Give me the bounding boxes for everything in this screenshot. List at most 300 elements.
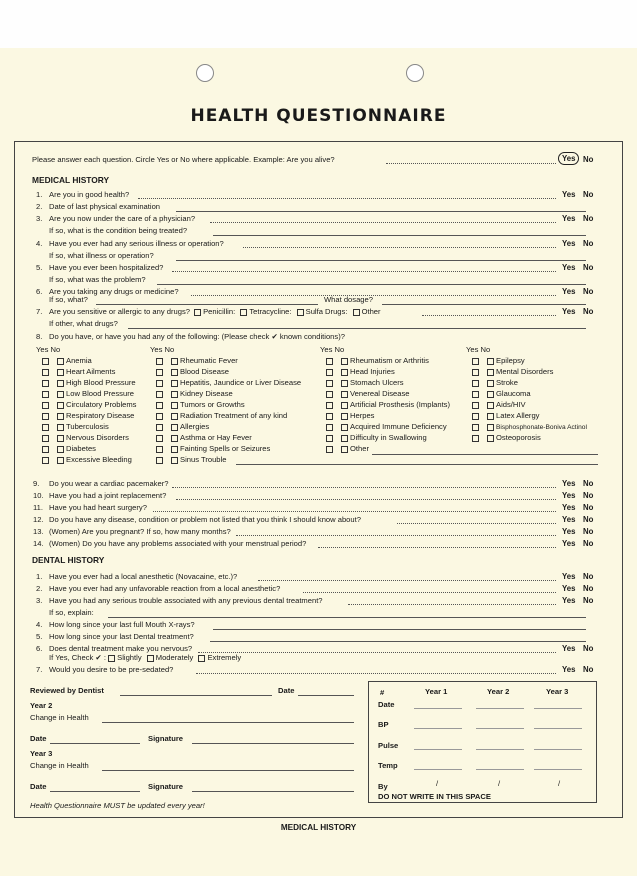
condition-label: Tuberculosis (66, 422, 109, 431)
condition-item (326, 411, 374, 420)
condition-yes-checkbox[interactable] (326, 424, 333, 431)
other-condition-line-2[interactable] (236, 464, 598, 465)
conditions-col-header (320, 345, 344, 354)
vitals-temp: Temp (378, 761, 398, 770)
col-yes-label: Yes (466, 345, 479, 354)
medical-later-yes[interactable]: Yes (562, 503, 576, 512)
extremely-checkbox[interactable] (198, 655, 205, 662)
condition-label: Allergies (180, 422, 210, 431)
condition-label: Radiation Treatment of any kind (180, 411, 288, 420)
medical-q-yes[interactable]: Yes (562, 214, 576, 223)
dental-q7-no[interactable]: No (583, 665, 594, 674)
condition-yes-checkbox[interactable] (326, 380, 333, 387)
page-top-margin (0, 0, 637, 48)
dental-q-number: 2. (36, 584, 43, 593)
condition-no-checkbox[interactable] (171, 358, 178, 365)
other-condition-line[interactable] (372, 454, 598, 455)
condition-no-checkbox[interactable] (341, 413, 348, 420)
dental-q-leader (303, 592, 556, 593)
condition-label: Rheumatism or Arthritis (350, 356, 429, 365)
medical-later-yes[interactable]: Yes (562, 515, 576, 524)
q7-number: 7. (36, 307, 43, 316)
condition-item (326, 389, 410, 398)
medical-q-text: If so, what illness or operation? (49, 251, 154, 260)
q6-dosage-line[interactable] (382, 304, 586, 305)
condition-label: Head Injuries (350, 367, 395, 376)
condition-yes-checkbox[interactable] (326, 435, 333, 442)
medical-q-yes[interactable]: Yes (562, 190, 576, 199)
condition-no-checkbox[interactable] (57, 446, 64, 453)
dental-q-number: 3. (36, 596, 43, 605)
condition-no-checkbox[interactable] (341, 380, 348, 387)
condition-no-checkbox[interactable] (171, 402, 178, 409)
medical-q-answer-line[interactable] (176, 211, 586, 212)
dental-q-answer-line[interactable] (108, 617, 586, 618)
condition-no-checkbox[interactable] (171, 446, 178, 453)
condition-yes-checkbox[interactable] (326, 446, 333, 453)
medical-q-text: If so, what is the condition being treated? (49, 226, 188, 235)
medical-later-leader (176, 499, 556, 500)
medical-later-yes[interactable]: Yes (562, 491, 576, 500)
condition-label: Tumors or Growths (180, 400, 245, 409)
condition-yes-checkbox[interactable] (326, 402, 333, 409)
condition-yes-checkbox[interactable] (156, 457, 163, 464)
medical-q-no[interactable]: No (583, 214, 594, 223)
intro-leader (386, 163, 556, 164)
medical-q-leader (138, 198, 556, 199)
medical-later-number: 13. (33, 527, 44, 536)
dental-q7-text: Would you desire to be pre-sedated? (49, 665, 174, 674)
other-drug-checkbox[interactable] (353, 309, 360, 316)
q7-leader (422, 315, 556, 316)
condition-no-checkbox[interactable] (487, 358, 494, 365)
medical-later-number: 12. (33, 515, 44, 524)
condition-item (156, 422, 209, 431)
condition-item (156, 433, 252, 442)
condition-no-checkbox[interactable] (57, 457, 64, 464)
dental-q-text: If so, explain: (49, 608, 94, 617)
condition-yes-checkbox[interactable] (156, 446, 163, 453)
vitals-entry-line[interactable] (476, 728, 524, 729)
dental-q-no[interactable]: No (583, 572, 594, 581)
condition-no-checkbox[interactable] (171, 457, 178, 464)
condition-yes-checkbox[interactable] (156, 402, 163, 409)
vitals-entry-line[interactable] (534, 769, 582, 770)
condition-no-checkbox[interactable] (341, 391, 348, 398)
dental-q-number: 5. (36, 632, 43, 641)
condition-no-checkbox[interactable] (57, 435, 64, 442)
medical-q-text: Are you in good health? (49, 190, 130, 199)
slightly-checkbox[interactable] (108, 655, 115, 662)
condition-no-checkbox[interactable] (341, 369, 348, 376)
dental-q-answer-line[interactable] (210, 641, 586, 642)
dental-q6-prefix: If Yes, Check ✔ : (49, 653, 107, 662)
year3-date-line[interactable] (50, 791, 140, 792)
year3-change-label: Change in Health (30, 761, 89, 770)
medical-q-text: Are you now under the care of a physician? (49, 214, 196, 223)
moderately-label: Moderately (155, 653, 194, 662)
q6-if-so: If so, what? (49, 295, 88, 304)
dental-q-answer-line[interactable] (213, 629, 586, 630)
condition-yes-checkbox[interactable] (472, 402, 479, 409)
condition-yes-checkbox[interactable] (472, 369, 479, 376)
year2-signature-label: Signature (148, 734, 184, 743)
condition-yes-checkbox[interactable] (42, 446, 49, 453)
intro-yes-circled[interactable]: Yes (558, 152, 579, 165)
condition-yes-checkbox[interactable] (42, 369, 49, 376)
condition-no-checkbox[interactable] (487, 369, 494, 376)
medical-later-text: Have you had heart surgery? (49, 503, 147, 512)
year2-change-line[interactable] (102, 722, 354, 723)
q6-drug-line[interactable] (96, 304, 318, 305)
condition-yes-checkbox[interactable] (472, 391, 479, 398)
condition-yes-checkbox[interactable] (42, 435, 49, 442)
year3-signature-line[interactable] (192, 791, 354, 792)
col-yes-label: Yes (320, 345, 333, 354)
condition-no-checkbox[interactable] (57, 391, 64, 398)
dental-q-no[interactable]: No (583, 584, 594, 593)
vitals-notice: DO NOT WRITE IN THIS SPACE (378, 792, 491, 801)
vitals-entry-line[interactable] (414, 728, 462, 729)
medical-later-no[interactable]: No (583, 515, 594, 524)
conditions-col-header (466, 345, 490, 354)
dental-q-yes[interactable]: Yes (562, 584, 576, 593)
vitals-entry-line[interactable] (476, 708, 524, 709)
dental-q-text: How long since your last full Mouth X-rays? (49, 620, 195, 629)
condition-label: Artificial Prosthesis (Implants) (350, 400, 451, 409)
medical-later-number: 10. (33, 491, 44, 500)
condition-yes-checkbox[interactable] (42, 391, 49, 398)
q7-no[interactable]: No (583, 307, 594, 316)
condition-yes-checkbox[interactable] (156, 391, 163, 398)
dental-q-yes[interactable]: Yes (562, 644, 576, 653)
medical-q-text: Have you ever had any serious illness or operation? (49, 239, 224, 248)
condition-label: Kidney Disease (180, 389, 233, 398)
q7-if-other: If other, what drugs? (49, 319, 118, 328)
condition-no-checkbox[interactable] (341, 402, 348, 409)
condition-item (42, 400, 136, 409)
condition-item (472, 411, 539, 420)
condition-no-checkbox[interactable] (171, 413, 178, 420)
footer-label: MEDICAL HISTORY (280, 823, 357, 832)
extremely-label: Extremely (207, 653, 242, 662)
condition-label: Blood Disease (180, 367, 229, 376)
condition-yes-checkbox[interactable] (472, 413, 479, 420)
dental-q-leader (198, 652, 556, 653)
condition-label: Other (350, 444, 369, 453)
dental-q-number: 6. (36, 644, 43, 653)
reviewed-by-label: Reviewed by Dentist (30, 686, 104, 695)
condition-yes-checkbox[interactable] (326, 358, 333, 365)
condition-label: Herpes (350, 411, 375, 420)
condition-no-checkbox[interactable] (487, 380, 494, 387)
condition-label: Difficulty in Swallowing (350, 433, 427, 442)
condition-no-checkbox[interactable] (57, 369, 64, 376)
medical-q-yes[interactable]: Yes (562, 287, 576, 296)
medical-q-yes[interactable]: Yes (562, 239, 576, 248)
medical-later-yes[interactable]: Yes (562, 479, 576, 488)
medical-q-no[interactable]: No (583, 263, 594, 272)
vitals-year3: Year 3 (546, 687, 569, 696)
vitals-entry-line[interactable] (534, 728, 582, 729)
condition-no-checkbox[interactable] (171, 435, 178, 442)
moderately-checkbox[interactable] (147, 655, 154, 662)
condition-yes-checkbox[interactable] (326, 369, 333, 376)
condition-item (42, 422, 109, 431)
vitals-pulse: Pulse (378, 741, 399, 750)
condition-yes-checkbox[interactable] (156, 358, 163, 365)
condition-item (326, 444, 369, 453)
medical-q-leader (210, 222, 556, 223)
vitals-date: Date (378, 700, 395, 709)
medical-q-no[interactable]: No (583, 239, 594, 248)
dental-q7-yes[interactable]: Yes (562, 665, 576, 674)
condition-yes-checkbox[interactable] (472, 380, 479, 387)
condition-no-checkbox[interactable] (487, 391, 494, 398)
dental-q7-leader (196, 673, 556, 674)
condition-item (326, 367, 395, 376)
review-date-line[interactable] (298, 695, 354, 696)
condition-no-checkbox[interactable] (57, 402, 64, 409)
medical-q-no[interactable]: No (583, 190, 594, 199)
vitals-bp: BP (378, 720, 389, 729)
condition-yes-checkbox[interactable] (42, 380, 49, 387)
condition-label: Hepatitis, Jaundice or Liver Disease (180, 378, 302, 387)
vitals-hash: # (380, 688, 385, 697)
condition-yes-checkbox[interactable] (326, 391, 333, 398)
condition-item (156, 411, 287, 420)
condition-no-checkbox[interactable] (487, 402, 494, 409)
condition-label: Osteoporosis (496, 433, 541, 442)
medical-q-answer-line[interactable] (213, 235, 586, 236)
condition-yes-checkbox[interactable] (326, 413, 333, 420)
medical-later-yes[interactable]: Yes (562, 527, 576, 536)
reviewed-by-line[interactable] (120, 695, 272, 696)
condition-no-checkbox[interactable] (171, 380, 178, 387)
year3-signature-label: Signature (148, 782, 184, 791)
medical-q-leader (172, 271, 556, 272)
penicillin-checkbox[interactable] (194, 309, 201, 316)
condition-label: Glaucoma (496, 389, 531, 398)
condition-label: Diabetes (66, 444, 96, 453)
review-date-label: Date (278, 686, 295, 695)
sulfa-label: Sulfa Drugs: (305, 307, 348, 316)
condition-yes-checkbox[interactable] (472, 358, 479, 365)
medical-q-answer-line[interactable] (176, 260, 586, 261)
condition-label: Heart Ailments (66, 367, 116, 376)
medical-q-answer-line[interactable] (157, 284, 586, 285)
condition-label: Epilepsy (496, 356, 525, 365)
condition-item (42, 455, 132, 464)
sulfa-checkbox[interactable] (297, 309, 304, 316)
vitals-entry-line[interactable] (414, 708, 462, 709)
dental-history-header: DENTAL HISTORY (32, 555, 105, 565)
condition-label: Stroke (496, 378, 518, 387)
medical-later-text: (Women) Do you have any problems associated with your menstrual period? (49, 539, 307, 548)
condition-item (42, 389, 134, 398)
vitals-box (368, 681, 597, 803)
medical-later-no[interactable]: No (583, 527, 594, 536)
medical-later-text: (Women) Are you pregnant? If so, how many months? (49, 527, 231, 536)
condition-no-checkbox[interactable] (487, 413, 494, 420)
vitals-year1: Year 1 (425, 687, 448, 696)
dental-q-yes[interactable]: Yes (562, 572, 576, 581)
condition-yes-checkbox[interactable] (156, 380, 163, 387)
medical-q-text: Date of last physical examination (49, 202, 161, 211)
dental-q-leader (348, 604, 556, 605)
punch-hole-right (406, 64, 424, 82)
vitals-entry-line[interactable] (476, 769, 524, 770)
page-title: HEALTH QUESTIONNAIRE (190, 106, 447, 126)
conditions-col-header (36, 345, 60, 354)
vitals-by-slash-2: / (498, 779, 501, 788)
condition-item (156, 356, 238, 365)
medical-later-number: 9. (33, 479, 40, 488)
year3-date-label: Date (30, 782, 47, 791)
condition-item (42, 367, 115, 376)
condition-item (472, 378, 518, 387)
condition-item (326, 400, 450, 409)
q6-dosage-label: What dosage? (324, 295, 373, 304)
medical-later-yes[interactable]: Yes (562, 539, 576, 548)
condition-no-checkbox[interactable] (487, 424, 494, 431)
vitals-entry-line[interactable] (414, 769, 462, 770)
medical-later-leader (236, 535, 556, 536)
intro-no[interactable]: No (583, 155, 594, 164)
year3-label: Year 3 (30, 749, 53, 758)
condition-yes-checkbox[interactable] (156, 369, 163, 376)
condition-item (472, 433, 541, 442)
condition-no-checkbox[interactable] (487, 435, 494, 442)
tetracycline-checkbox[interactable] (240, 309, 247, 316)
medical-later-leader (153, 511, 556, 512)
condition-item (42, 433, 129, 442)
medical-later-no[interactable]: No (583, 503, 594, 512)
condition-yes-checkbox[interactable] (42, 457, 49, 464)
condition-item (156, 444, 270, 453)
col-yes-label: Yes (150, 345, 163, 354)
condition-yes-checkbox[interactable] (42, 424, 49, 431)
dental-q-text: Have you ever had any unfavorable reaction from a local anesthetic? (49, 584, 281, 593)
dental-q-no[interactable]: No (583, 596, 594, 605)
col-yes-label: Yes (36, 345, 49, 354)
medical-later-no[interactable]: No (583, 479, 594, 488)
medical-q-yes[interactable]: Yes (562, 263, 576, 272)
medical-q-no[interactable]: No (583, 287, 594, 296)
condition-label: Stomach Ulcers (350, 378, 404, 387)
q7-text (49, 307, 381, 316)
vitals-by-slash-1: / (436, 779, 439, 788)
condition-no-checkbox[interactable] (341, 435, 348, 442)
condition-label: Sinus Trouble (180, 455, 227, 464)
punch-hole-left (196, 64, 214, 82)
condition-item (156, 378, 301, 387)
condition-label: Acquired Immune Deficiency (350, 422, 447, 431)
condition-no-checkbox[interactable] (57, 413, 64, 420)
condition-no-checkbox[interactable] (171, 424, 178, 431)
year2-date-line[interactable] (50, 743, 140, 744)
condition-yes-checkbox[interactable] (472, 424, 479, 431)
condition-label: Anemia (66, 356, 92, 365)
condition-no-checkbox[interactable] (171, 369, 178, 376)
year3-change-line[interactable] (102, 770, 354, 771)
other-drug-label: Other (361, 307, 381, 316)
condition-label: Fainting Spells or Seizures (180, 444, 271, 453)
condition-label: Circulatory Problems (66, 400, 137, 409)
medical-history-header: MEDICAL HISTORY (32, 175, 110, 185)
dental-q-yes[interactable]: Yes (562, 596, 576, 605)
medical-later-number: 11. (33, 503, 43, 512)
dental-q-no[interactable]: No (583, 644, 594, 653)
medical-q-text: If so, what was the problem? (49, 275, 146, 284)
q7-yes[interactable]: Yes (562, 307, 576, 316)
vitals-entry-line[interactable] (534, 749, 582, 750)
vitals-entry-line[interactable] (534, 708, 582, 709)
dental-q-number: 1. (36, 572, 43, 581)
vitals-entry-line[interactable] (476, 749, 524, 750)
dental-q-text: Does dental treatment make you nervous? (49, 644, 193, 653)
col-no-label: No (50, 345, 61, 354)
condition-yes-checkbox[interactable] (42, 402, 49, 409)
penicillin-label: Penicillin: (203, 307, 236, 316)
condition-item (472, 389, 531, 398)
col-no-label: No (334, 345, 345, 354)
dental-q-number: 4. (36, 620, 43, 629)
condition-yes-checkbox[interactable] (42, 358, 49, 365)
condition-yes-checkbox[interactable] (156, 424, 163, 431)
condition-item (42, 356, 92, 365)
col-no-label: No (480, 345, 491, 354)
medical-q-number: 4. (36, 239, 43, 248)
vitals-year2: Year 2 (487, 687, 510, 696)
condition-no-checkbox[interactable] (171, 391, 178, 398)
vitals-by-slash-3: / (558, 779, 561, 788)
year2-signature-line[interactable] (192, 743, 354, 744)
medical-q-number: 1. (36, 190, 43, 199)
medical-later-no[interactable]: No (583, 491, 594, 500)
q7-question: Are you sensitive or allergic to any drugs? (49, 307, 190, 316)
condition-label: High Blood Pressure (66, 378, 136, 387)
year2-date-label: Date (30, 734, 47, 743)
tetracycline-label: Tetracycline: (249, 307, 292, 316)
condition-yes-checkbox[interactable] (472, 435, 479, 442)
condition-no-checkbox[interactable] (341, 424, 348, 431)
medical-q-text: Are you taking any drugs or medicine? (49, 287, 179, 296)
condition-no-checkbox[interactable] (57, 380, 64, 387)
condition-yes-checkbox[interactable] (42, 413, 49, 420)
dental-q-text: Have you ever had a local anesthetic (Novacaine, etc.)? (49, 572, 238, 581)
condition-item (156, 455, 226, 464)
condition-yes-checkbox[interactable] (156, 413, 163, 420)
condition-item (472, 400, 526, 409)
condition-no-checkbox[interactable] (57, 358, 64, 365)
medical-later-no[interactable]: No (583, 539, 594, 548)
condition-item (326, 433, 427, 442)
condition-item (42, 378, 136, 387)
vitals-entry-line[interactable] (414, 749, 462, 750)
medical-later-text: Do you have any disease, condition or problem not listed that you think I should know about? (49, 515, 361, 524)
condition-label: Asthma or Hay Fever (180, 433, 252, 442)
condition-item (326, 356, 429, 365)
q7-other-line[interactable] (128, 328, 586, 329)
condition-yes-checkbox[interactable] (156, 435, 163, 442)
condition-no-checkbox[interactable] (341, 446, 348, 453)
dental-q-leader (258, 580, 556, 581)
condition-no-checkbox[interactable] (57, 424, 64, 431)
condition-no-checkbox[interactable] (341, 358, 348, 365)
q8-text: Do you have, or have you had any of the following: (Please check ✔ known conditions)? (49, 332, 345, 341)
dental-q-text: Have you had any serious trouble associated with any previous dental treatment? (49, 596, 323, 605)
